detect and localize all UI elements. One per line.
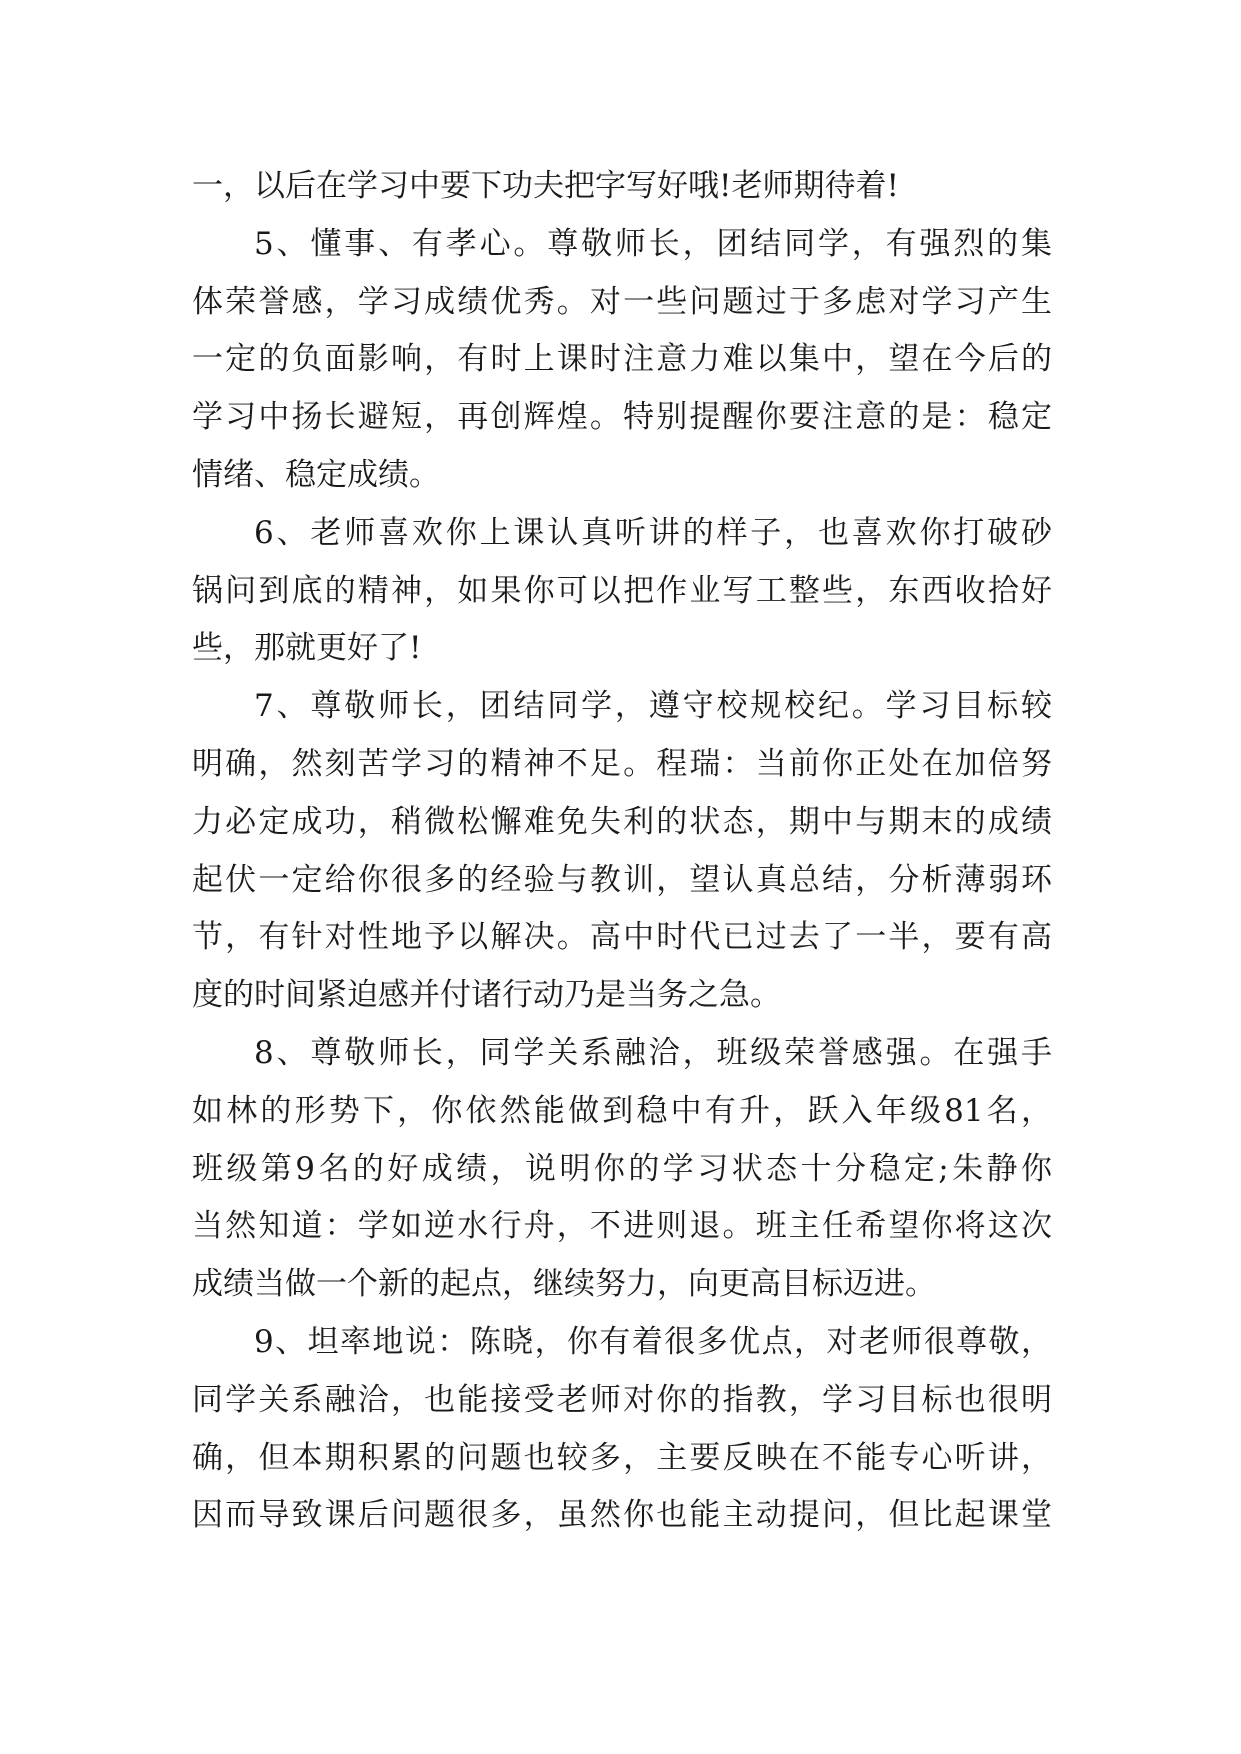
- text-line: 6、老师喜欢你上课认真听讲的样子，也喜欢你打破砂: [254, 514, 1052, 551]
- text-line: 节，有针对性地予以解决。高中时代已过去了一半，要有高: [192, 919, 1052, 956]
- text-line: 起伏一定给你很多的经验与教训，望认真总结，分析薄弱环: [192, 861, 1052, 898]
- text-line: 因而导致课后问题很多，虽然你也能主动提问，但比起课堂: [192, 1497, 1052, 1534]
- text-line: 9、坦率地说：陈晓，你有着很多优点，对老师很尊敬，: [254, 1323, 1052, 1360]
- text-line: 体荣誉感，学习成绩优秀。对一些问题过于多虑对学习产生: [192, 283, 1052, 320]
- text-line: 锅问到底的精神，如果你可以把作业写工整些，东西收拾好: [192, 572, 1052, 609]
- text-line: 同学关系融洽，也能接受老师对你的指教，学习目标也很明: [192, 1381, 1052, 1418]
- text-line: 成绩当做一个新的起点，继续努力，向更高目标迈进。: [192, 1266, 936, 1303]
- text-line: 一定的负面影响，有时上课时注意力难以集中，望在今后的: [192, 341, 1052, 378]
- text-line: 学习中扬长避短，再创辉煌。特别提醒你要注意的是：稳定: [192, 399, 1052, 436]
- text-line: 度的时间紧迫感并付诸行动乃是当务之急。: [192, 977, 781, 1014]
- text-line: 确，但本期积累的问题也较多，主要反映在不能专心听讲，: [192, 1439, 1052, 1476]
- text-line: 5、懂事、有孝心。尊敬师长，团结同学，有强烈的集: [254, 225, 1052, 262]
- text-line: 如林的形势下，你依然能做到稳中有升，跃入年级81名，: [192, 1092, 1052, 1129]
- document-page: [192, 158, 1052, 1545]
- text-line: 8、尊敬师长，同学关系融洽，班级荣誉感强。在强手: [254, 1034, 1052, 1071]
- text-line: 些，那就更好了!: [192, 630, 422, 667]
- text-line: 7、尊敬师长，团结同学，遵守校规校纪。学习目标较: [254, 688, 1052, 725]
- text-line: 力必定成功，稍微松懈难免失利的状态，期中与期末的成绩: [192, 803, 1052, 840]
- text-line: 明确，然刻苦学习的精神不足。程瑞：当前你正处在加倍努: [192, 745, 1052, 782]
- text-line: 一，以后在学习中要下功夫把字写好哦!老师期待着!: [192, 168, 899, 204]
- text-line: 当然知道：学如逆水行舟，不进则退。班主任希望你将这次: [192, 1208, 1052, 1245]
- text-line: 班级第9名的好成绩，说明你的学习状态十分稳定;朱静你: [192, 1150, 1052, 1187]
- text-line: 情绪、稳定成绩。: [192, 456, 440, 493]
